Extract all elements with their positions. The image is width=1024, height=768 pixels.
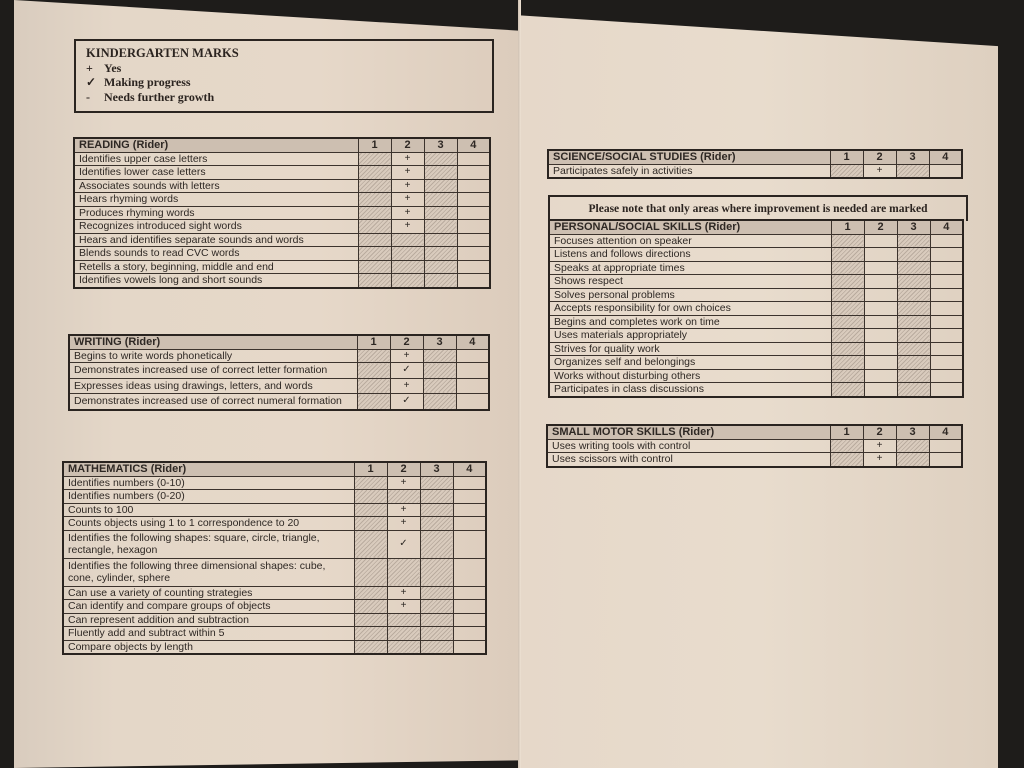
mark-cell xyxy=(453,490,486,504)
skill-label: Expresses ideas using drawings, letters, and words xyxy=(69,378,357,394)
section-title: WRITING (Rider) xyxy=(69,335,357,349)
mark-cell xyxy=(420,586,453,600)
grading-period-header: 3 xyxy=(420,462,453,476)
mark-cell xyxy=(424,206,457,220)
table-row xyxy=(74,193,490,207)
skill-label: Begins to write words phonetically xyxy=(69,349,357,363)
table-row xyxy=(69,394,489,410)
table-row xyxy=(63,613,486,627)
mark-cell xyxy=(457,260,490,274)
mark-cell xyxy=(456,363,489,379)
grading-period-header: 3 xyxy=(896,425,929,439)
legend-label: Making progress xyxy=(104,75,191,89)
skill-label: Identifies upper case letters xyxy=(74,152,358,166)
mark-cell xyxy=(453,476,486,490)
table-row xyxy=(69,378,489,394)
skill-label: Can identify and compare groups of objects xyxy=(63,600,354,614)
table-row xyxy=(69,349,489,363)
mark-cell xyxy=(864,356,897,370)
skill-label: Produces rhyming words xyxy=(74,206,358,220)
skill-label: Organizes self and belongings xyxy=(549,356,831,370)
table-row xyxy=(549,329,963,343)
science-studies-table xyxy=(547,149,963,179)
mark-cell xyxy=(391,233,424,247)
legend-item-yes xyxy=(86,61,482,76)
skill-label: Begins and completes work on time xyxy=(549,315,831,329)
mark-cell xyxy=(420,476,453,490)
mark-cell xyxy=(420,627,453,641)
skill-label: Hears and identifies separate sounds and words xyxy=(74,233,358,247)
mark-cell xyxy=(897,234,930,248)
skill-label: Demonstrates increased use of correct numeral formation xyxy=(69,394,357,410)
table-row xyxy=(547,439,962,453)
mark-cell xyxy=(929,439,962,453)
section-title: READING (Rider) xyxy=(74,138,358,152)
mark-cell xyxy=(358,274,391,288)
mark-cell xyxy=(897,342,930,356)
checkmark-icon: ✓ xyxy=(86,75,97,89)
mark-cell xyxy=(930,356,963,370)
checkmark-icon: ✓ xyxy=(387,530,420,558)
mark-cell xyxy=(930,248,963,262)
mark-cell xyxy=(420,640,453,654)
mark-cell xyxy=(897,261,930,275)
mark-cell xyxy=(357,363,390,379)
skill-label: Accepts responsibility for own choices xyxy=(549,302,831,316)
table-row xyxy=(63,530,486,558)
table-row xyxy=(74,179,490,193)
mark-cell xyxy=(831,302,864,316)
reading-table xyxy=(73,137,491,289)
improvement-note: Please note that only areas where improvement is needed are marked xyxy=(548,195,968,221)
table-row xyxy=(549,369,963,383)
mark-cell xyxy=(831,315,864,329)
skill-label: Counts to 100 xyxy=(63,503,354,517)
skill-label: Identifies the following shapes: square, circle, triangle, rectangle, hexagon xyxy=(63,530,354,558)
mark-cell xyxy=(420,613,453,627)
mark-cell xyxy=(864,288,897,302)
mark-cell xyxy=(831,369,864,383)
table-row xyxy=(74,166,490,180)
mark-cell xyxy=(424,247,457,261)
skill-label: Participates in class discussions xyxy=(549,383,831,397)
mark-cell xyxy=(354,586,387,600)
grading-period-header: 2 xyxy=(863,425,896,439)
mark-cell xyxy=(864,261,897,275)
mark-cell xyxy=(423,349,456,363)
mark-cell xyxy=(424,193,457,207)
skill-label: Shows respect xyxy=(549,275,831,289)
mark-cell xyxy=(357,349,390,363)
mark-cell xyxy=(358,247,391,261)
skill-label: Identifies the following three dimensional shapes: cube, cone, cylinder, sphere xyxy=(63,558,354,586)
mark-cell xyxy=(358,166,391,180)
mark-cell xyxy=(358,260,391,274)
table-row xyxy=(74,206,490,220)
grading-period-header: 4 xyxy=(929,150,962,164)
plus-icon: + xyxy=(863,439,896,453)
mark-cell xyxy=(354,503,387,517)
legend-label: Needs further growth xyxy=(104,89,215,104)
mark-cell xyxy=(864,302,897,316)
skill-label: Fluently add and subtract within 5 xyxy=(63,627,354,641)
mark-cell xyxy=(929,453,962,467)
mark-cell xyxy=(453,627,486,641)
table-row xyxy=(547,453,962,467)
mark-cell xyxy=(897,383,930,397)
mark-cell xyxy=(930,342,963,356)
checkmark-icon: ✓ xyxy=(390,363,423,379)
mark-cell xyxy=(423,394,456,410)
mark-cell xyxy=(831,342,864,356)
grading-period-header: 2 xyxy=(864,220,897,234)
skill-label: Recognizes introduced sight words xyxy=(74,220,358,234)
section-title: SMALL MOTOR SKILLS (Rider) xyxy=(547,425,830,439)
table-row xyxy=(549,288,963,302)
mark-cell xyxy=(457,179,490,193)
mark-cell xyxy=(354,613,387,627)
grading-period-header: 4 xyxy=(453,462,486,476)
mark-cell xyxy=(387,558,420,586)
mark-cell xyxy=(897,369,930,383)
table-header-row xyxy=(548,150,962,164)
checkmark-icon: ✓ xyxy=(390,394,423,410)
mark-cell xyxy=(457,274,490,288)
mark-cell xyxy=(930,315,963,329)
mark-cell xyxy=(930,261,963,275)
mark-cell xyxy=(864,248,897,262)
mark-cell xyxy=(423,378,456,394)
plus-icon: + xyxy=(391,166,424,180)
mark-cell xyxy=(831,275,864,289)
table-row xyxy=(63,517,486,531)
legend-label: Yes xyxy=(104,60,122,75)
mark-cell xyxy=(897,329,930,343)
mark-cell xyxy=(831,261,864,275)
plus-icon: + xyxy=(391,179,424,193)
skill-label: Participates safely in activities xyxy=(548,164,830,178)
mark-cell xyxy=(831,356,864,370)
mark-cell xyxy=(831,329,864,343)
mark-cell xyxy=(358,152,391,166)
mark-cell xyxy=(453,558,486,586)
mark-cell xyxy=(457,247,490,261)
skill-label: Identifies lower case letters xyxy=(74,166,358,180)
mark-cell xyxy=(897,302,930,316)
mark-cell xyxy=(424,233,457,247)
legend-title: KINDERGARTEN MARKS xyxy=(86,46,239,60)
section-title: PERSONAL/SOCIAL SKILLS (Rider) xyxy=(549,220,831,234)
mark-cell xyxy=(354,490,387,504)
mark-cell xyxy=(930,329,963,343)
table-row xyxy=(549,234,963,248)
skill-label: Focuses attention on speaker xyxy=(549,234,831,248)
grading-period-header: 1 xyxy=(831,220,864,234)
table-row xyxy=(549,356,963,370)
mark-cell xyxy=(387,627,420,641)
grading-period-header: 3 xyxy=(896,150,929,164)
mark-cell xyxy=(897,275,930,289)
mark-cell xyxy=(391,247,424,261)
mark-cell xyxy=(354,640,387,654)
table-header-row xyxy=(63,462,486,476)
mark-cell xyxy=(830,164,863,178)
mark-cell xyxy=(354,517,387,531)
skill-label: Uses scissors with control xyxy=(547,453,830,467)
personal-social-table xyxy=(548,219,964,398)
skill-label: Can use a variety of counting strategies xyxy=(63,586,354,600)
minus-icon: - xyxy=(86,89,90,104)
mark-cell xyxy=(864,329,897,343)
grading-period-header: 3 xyxy=(423,335,456,349)
skill-label: Listens and follows directions xyxy=(549,248,831,262)
skill-label: Demonstrates increased use of correct letter formation xyxy=(69,363,357,379)
table-row xyxy=(63,490,486,504)
mark-cell xyxy=(897,315,930,329)
mark-cell xyxy=(391,260,424,274)
mark-cell xyxy=(457,166,490,180)
table-row xyxy=(549,383,963,397)
grading-period-header: 4 xyxy=(929,425,962,439)
table-row xyxy=(63,640,486,654)
mark-cell xyxy=(424,166,457,180)
mark-cell xyxy=(929,164,962,178)
mark-cell xyxy=(358,206,391,220)
mark-cell xyxy=(831,248,864,262)
table-row xyxy=(63,627,486,641)
skill-label: Uses writing tools with control xyxy=(547,439,830,453)
plus-icon: + xyxy=(387,600,420,614)
mark-cell xyxy=(457,233,490,247)
skill-label: Strives for quality work xyxy=(549,342,831,356)
skill-label: Counts objects using 1 to 1 correspondence to 20 xyxy=(63,517,354,531)
plus-icon: + xyxy=(387,586,420,600)
mark-cell xyxy=(896,164,929,178)
mark-cell xyxy=(354,600,387,614)
mark-cell xyxy=(831,383,864,397)
mark-cell xyxy=(420,530,453,558)
plus-icon: + xyxy=(387,517,420,531)
mark-cell xyxy=(930,383,963,397)
grading-period-header: 3 xyxy=(897,220,930,234)
mark-cell xyxy=(420,600,453,614)
legend-item-growth xyxy=(86,90,482,105)
mark-cell xyxy=(358,193,391,207)
mark-cell xyxy=(831,288,864,302)
table-row xyxy=(74,260,490,274)
skill-label: Associates sounds with letters xyxy=(74,179,358,193)
table-row xyxy=(74,233,490,247)
skill-label: Uses materials appropriately xyxy=(549,329,831,343)
grading-period-header: 2 xyxy=(863,150,896,164)
mark-cell xyxy=(830,453,863,467)
mark-cell xyxy=(457,206,490,220)
table-row xyxy=(74,152,490,166)
table-header-row xyxy=(74,138,490,152)
mark-cell xyxy=(457,220,490,234)
mark-cell xyxy=(420,490,453,504)
skill-label: Identifies vowels long and short sounds xyxy=(74,274,358,288)
plus-icon: + xyxy=(391,220,424,234)
mark-cell xyxy=(453,530,486,558)
plus-icon: + xyxy=(391,193,424,207)
mark-cell xyxy=(420,503,453,517)
mathematics-table xyxy=(62,461,487,655)
mark-cell xyxy=(354,476,387,490)
mark-cell xyxy=(930,275,963,289)
mark-cell xyxy=(897,288,930,302)
skill-label: Solves personal problems xyxy=(549,288,831,302)
grading-period-header: 2 xyxy=(387,462,420,476)
mark-cell xyxy=(358,233,391,247)
mark-cell xyxy=(387,613,420,627)
table-row xyxy=(74,274,490,288)
grading-period-header: 1 xyxy=(357,335,390,349)
mark-cell xyxy=(830,439,863,453)
mark-cell xyxy=(864,275,897,289)
grading-period-header: 2 xyxy=(390,335,423,349)
mark-cell xyxy=(457,152,490,166)
skill-label: Can represent addition and subtraction xyxy=(63,613,354,627)
table-row xyxy=(63,558,486,586)
mark-cell xyxy=(930,234,963,248)
table-row xyxy=(63,600,486,614)
table-row xyxy=(63,586,486,600)
grading-period-header: 3 xyxy=(424,138,457,152)
mark-cell xyxy=(897,248,930,262)
mark-cell xyxy=(453,640,486,654)
grading-period-header: 1 xyxy=(358,138,391,152)
plus-icon: + xyxy=(391,152,424,166)
skill-label: Blends sounds to read CVC words xyxy=(74,247,358,261)
plus-icon: + xyxy=(387,503,420,517)
mark-cell xyxy=(864,369,897,383)
table-row xyxy=(549,275,963,289)
mark-cell xyxy=(930,302,963,316)
mark-cell xyxy=(453,600,486,614)
mark-cell xyxy=(453,613,486,627)
grading-period-header: 4 xyxy=(930,220,963,234)
mark-cell xyxy=(456,394,489,410)
mark-cell xyxy=(897,356,930,370)
table-row xyxy=(74,220,490,234)
mark-cell xyxy=(424,260,457,274)
mark-cell xyxy=(358,179,391,193)
small-motor-table xyxy=(546,424,963,468)
table-row xyxy=(549,342,963,356)
grading-period-header: 1 xyxy=(830,150,863,164)
mark-cell xyxy=(864,234,897,248)
skill-label: Retells a story, beginning, middle and end xyxy=(74,260,358,274)
section-title: SCIENCE/SOCIAL STUDIES (Rider) xyxy=(548,150,830,164)
table-row xyxy=(548,164,962,178)
marks-legend xyxy=(74,39,494,113)
table-row xyxy=(549,302,963,316)
table-row xyxy=(74,247,490,261)
mark-cell xyxy=(420,517,453,531)
mark-cell xyxy=(423,363,456,379)
table-row xyxy=(63,503,486,517)
mark-cell xyxy=(864,315,897,329)
mark-cell xyxy=(354,627,387,641)
plus-icon: + xyxy=(86,60,93,75)
mark-cell xyxy=(930,288,963,302)
mark-cell xyxy=(420,558,453,586)
table-row xyxy=(549,315,963,329)
mark-cell xyxy=(930,369,963,383)
mark-cell xyxy=(453,517,486,531)
mark-cell xyxy=(424,220,457,234)
mark-cell xyxy=(387,490,420,504)
plus-icon: + xyxy=(863,453,896,467)
table-row xyxy=(63,476,486,490)
skill-label: Compare objects by length xyxy=(63,640,354,654)
skill-label: Identifies numbers (0-20) xyxy=(63,490,354,504)
mark-cell xyxy=(457,193,490,207)
mark-cell xyxy=(864,383,897,397)
table-row xyxy=(549,261,963,275)
table-row xyxy=(549,248,963,262)
mark-cell xyxy=(354,558,387,586)
mark-cell xyxy=(424,274,457,288)
mark-cell xyxy=(453,586,486,600)
grading-period-header: 1 xyxy=(354,462,387,476)
plus-icon: + xyxy=(391,206,424,220)
mark-cell xyxy=(453,503,486,517)
mark-cell xyxy=(424,152,457,166)
grading-period-header: 1 xyxy=(830,425,863,439)
plus-icon: + xyxy=(863,164,896,178)
grading-period-header: 4 xyxy=(457,138,490,152)
table-row xyxy=(69,363,489,379)
skill-label: Speaks at appropriate times xyxy=(549,261,831,275)
mark-cell xyxy=(896,453,929,467)
mark-cell xyxy=(831,234,864,248)
plus-icon: + xyxy=(390,349,423,363)
grading-period-header: 2 xyxy=(391,138,424,152)
legend-item-progress xyxy=(86,75,482,90)
mark-cell xyxy=(354,530,387,558)
page-fold xyxy=(518,0,521,768)
table-header-row xyxy=(547,425,962,439)
skill-label: Works without disturbing others xyxy=(549,369,831,383)
mark-cell xyxy=(456,349,489,363)
writing-table xyxy=(68,334,490,411)
mark-cell xyxy=(357,378,390,394)
mark-cell xyxy=(864,342,897,356)
mark-cell xyxy=(357,394,390,410)
mark-cell xyxy=(456,378,489,394)
skill-label: Identifies numbers (0-10) xyxy=(63,476,354,490)
plus-icon: + xyxy=(390,378,423,394)
section-title: MATHEMATICS (Rider) xyxy=(63,462,354,476)
mark-cell xyxy=(358,220,391,234)
grading-period-header: 4 xyxy=(456,335,489,349)
table-header-row xyxy=(549,220,963,234)
mark-cell xyxy=(391,274,424,288)
skill-label: Hears rhyming words xyxy=(74,193,358,207)
plus-icon: + xyxy=(387,476,420,490)
mark-cell xyxy=(896,439,929,453)
table-header-row xyxy=(69,335,489,349)
mark-cell xyxy=(387,640,420,654)
mark-cell xyxy=(424,179,457,193)
